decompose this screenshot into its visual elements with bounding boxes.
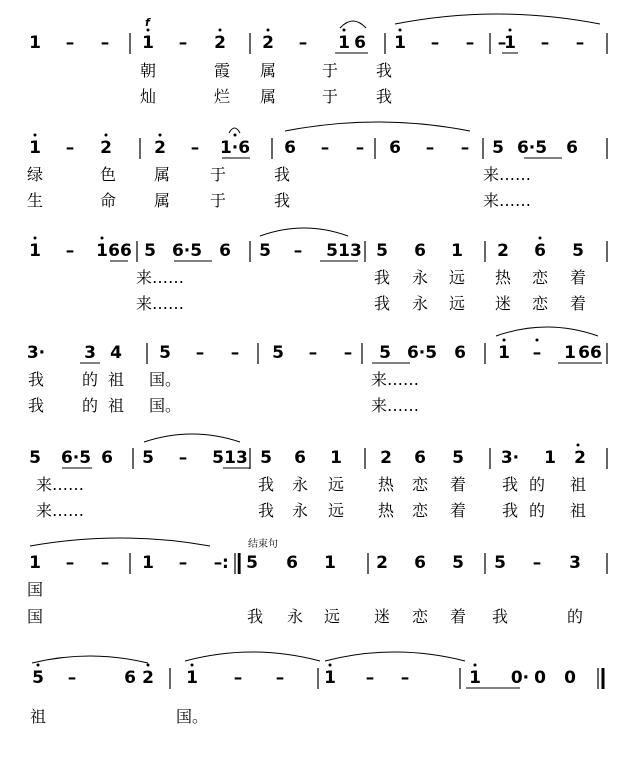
tie-arc	[185, 652, 320, 661]
lyric-verse-2: 于	[209, 191, 227, 210]
note-symbol: 6	[124, 668, 136, 688]
note-symbol: –	[430, 33, 440, 53]
lyric-verse-1: 于	[321, 61, 339, 80]
lyric-verse-2: 祖	[107, 396, 125, 415]
octave-dot-high	[399, 29, 402, 32]
lyric-verse-1: 朝	[139, 61, 157, 80]
lyric-verse-2: 我	[273, 191, 291, 210]
note-symbol: 6	[101, 448, 113, 468]
lyric-verse-1: 祖	[29, 707, 47, 726]
octave-dot-high	[536, 339, 539, 342]
lyric-verse-2: 我	[491, 607, 509, 626]
note-symbol: –	[532, 553, 542, 573]
note-symbol: –	[497, 33, 507, 53]
note-symbol: –	[178, 553, 188, 573]
note-symbol: 5	[376, 241, 388, 261]
note-symbol: 1	[96, 241, 108, 261]
lyric-verse-1: 色	[99, 165, 117, 184]
note-symbol: 2	[100, 138, 112, 158]
note-symbol: 2	[214, 33, 226, 53]
lyric-verse-1: 远	[448, 268, 466, 287]
octave-dot-high	[329, 664, 332, 667]
note-symbol: –	[178, 33, 188, 53]
slur-arc	[340, 21, 366, 28]
lyric-verse-2: 生	[26, 191, 44, 210]
note-symbol: 5	[246, 553, 258, 573]
octave-dot-high	[37, 664, 40, 667]
slur-arc	[144, 434, 240, 442]
note-symbol: 6	[566, 138, 578, 158]
lyric-verse-2: 我	[246, 607, 264, 626]
lyric-verse-1: 祖	[569, 475, 587, 494]
note-symbol: –	[365, 668, 375, 688]
note-symbol: –	[195, 343, 205, 363]
note-symbol: 4	[110, 343, 122, 363]
note-symbol: 6	[354, 33, 366, 53]
note-symbol: 1	[544, 448, 556, 468]
lyric-verse-1: 的	[528, 475, 546, 494]
note-symbol: –	[532, 343, 542, 363]
note-symbol: 1	[394, 33, 406, 53]
lyric-verse-1: 霞	[213, 61, 231, 80]
lyric-verse-2: 我	[257, 501, 275, 520]
lyric-verse-2: 属	[259, 87, 277, 106]
lyric-verse-2: 迷	[373, 607, 391, 626]
octave-dot-high	[577, 444, 580, 447]
note-symbol: 2	[262, 33, 274, 53]
lyric-verse-2: 我	[27, 396, 45, 415]
note-symbol: 6	[389, 138, 401, 158]
note-symbol: 1	[324, 668, 336, 688]
note-symbol: 5	[32, 668, 44, 688]
octave-dot-high	[219, 29, 222, 32]
lyric-verse-2: 国	[26, 607, 44, 626]
note-symbol: –	[65, 33, 75, 53]
note-symbol: –	[65, 138, 75, 158]
lyric-verse-1: 祖	[107, 370, 125, 389]
note-symbol: 1	[142, 33, 154, 53]
repeat-sign-dots: :	[222, 553, 229, 573]
lyric-verse-1: 我	[27, 370, 45, 389]
note-symbol: 6	[414, 553, 426, 573]
tie-arc	[395, 14, 600, 24]
tie-arc	[30, 538, 210, 546]
note-symbol: –	[100, 553, 110, 573]
note-symbol: 1	[498, 343, 510, 363]
note-symbol: 1	[324, 553, 336, 573]
note-symbol: 6	[286, 553, 298, 573]
note-symbol: 5	[29, 448, 41, 468]
note-symbol: 1	[29, 241, 41, 261]
lyric-verse-2: 永	[411, 294, 429, 313]
note-symbol: 1	[142, 553, 154, 573]
octave-dot-high	[147, 664, 150, 667]
lyric-verse-1: 永	[411, 268, 429, 287]
tie-arc	[285, 122, 470, 131]
lyric-verse-1: 我	[373, 268, 391, 287]
coda-label: 结束句	[248, 539, 278, 550]
lyric-verse-1: 的	[81, 370, 99, 389]
note-symbol: 1	[29, 33, 41, 53]
note-symbol: 2	[376, 553, 388, 573]
note-symbol: 5	[494, 553, 506, 573]
lyric-verse-1: 国。	[175, 707, 209, 726]
note-symbol: 6	[454, 343, 466, 363]
note-symbol: –	[190, 138, 200, 158]
note-symbol: 3	[84, 343, 96, 363]
lyric-verse-1: 恋	[411, 475, 429, 494]
note-symbol: 1	[338, 33, 350, 53]
note-symbol: –	[293, 241, 303, 261]
lyric-verse-2: 我	[373, 294, 391, 313]
note-symbol: –	[400, 668, 410, 688]
lyric-verse-1: 来……	[135, 268, 185, 287]
lyric-verse-2: 来……	[135, 294, 185, 313]
lyric-verse-2: 于	[321, 87, 339, 106]
octave-dot-high	[539, 237, 542, 240]
note-symbol: 3·	[500, 448, 520, 468]
dynamic-mark-forte: f	[145, 16, 150, 29]
note-symbol: –	[343, 343, 353, 363]
lyric-verse-2: 远	[448, 294, 466, 313]
note-symbol: 1	[451, 241, 463, 261]
note-symbol: 5	[159, 343, 171, 363]
lyric-verse-1: 我	[273, 165, 291, 184]
note-symbol: –	[298, 33, 308, 53]
note-symbol: 5	[326, 241, 338, 261]
note-symbol: 3·	[26, 343, 46, 363]
lyric-verse-2: 着	[569, 294, 587, 313]
lyric-verse-2: 的	[81, 396, 99, 415]
lyric-verse-1: 着	[569, 268, 587, 287]
note-symbol: –	[275, 668, 285, 688]
lyric-verse-2: 灿	[139, 87, 157, 106]
note-symbol: –	[65, 241, 75, 261]
note-symbol: 2	[154, 138, 166, 158]
note-symbol: –	[65, 553, 75, 573]
octave-dot-high	[343, 29, 346, 32]
note-symbol: –	[67, 668, 77, 688]
tie-arc	[325, 652, 465, 661]
note-symbol: 6	[284, 138, 296, 158]
octave-dot-high	[509, 29, 512, 32]
note-symbol: 13	[338, 241, 362, 261]
lyric-verse-1: 热	[377, 475, 395, 494]
note-symbol: 1	[504, 33, 516, 53]
note-symbol: 6·5	[171, 241, 203, 261]
note-symbol: 5	[272, 343, 284, 363]
lyrics-layer	[27, 61, 586, 726]
lyric-verse-1: 国。	[148, 370, 182, 389]
note-symbol: 1	[29, 553, 41, 573]
lyric-verse-2: 的	[566, 607, 584, 626]
slur-arc	[229, 128, 240, 133]
lyric-verse-2: 国。	[148, 396, 182, 415]
note-symbol: –	[213, 553, 223, 573]
note-symbol: 5	[144, 241, 156, 261]
lyric-verse-1: 我	[501, 475, 519, 494]
note-symbol: 1	[29, 138, 41, 158]
lyric-verse-2: 永	[291, 501, 309, 520]
lyric-verse-2: 来……	[35, 501, 85, 520]
note-symbol: 13	[224, 448, 248, 468]
lyric-verse-1: 绿	[26, 165, 44, 184]
note-symbol: 3	[569, 553, 581, 573]
note-symbol: 5	[259, 241, 271, 261]
octave-dot-high	[101, 237, 104, 240]
lyric-verse-2: 着	[449, 501, 467, 520]
lyric-verse-2: 命	[99, 191, 117, 210]
lyric-verse-1: 来……	[482, 165, 532, 184]
note-symbol: 5	[212, 448, 224, 468]
lyric-verse-1: 永	[291, 475, 309, 494]
lyric-verse-1: 着	[449, 475, 467, 494]
note-symbol: 6	[294, 448, 306, 468]
octave-dot-high	[191, 664, 194, 667]
note-symbol: 5	[379, 343, 391, 363]
octave-dot-high	[234, 134, 237, 137]
note-symbol: 1	[564, 343, 576, 363]
octave-dot-high	[267, 29, 270, 32]
note-symbol: –	[540, 33, 550, 53]
note-symbol: 66	[108, 241, 132, 261]
note-symbol: 2	[497, 241, 509, 261]
note-symbol: –	[308, 343, 318, 363]
note-symbol: 66	[578, 343, 602, 363]
lyric-verse-2: 我	[501, 501, 519, 520]
lyric-verse-2: 恋	[531, 294, 549, 313]
octave-dot-high	[105, 134, 108, 137]
note-symbol: –	[233, 668, 243, 688]
lyric-verse-2: 远	[323, 607, 341, 626]
octave-dot-high	[474, 664, 477, 667]
lyric-verse-1: 于	[209, 165, 227, 184]
note-symbol: 5	[452, 553, 464, 573]
lyric-verse-1: 我	[375, 61, 393, 80]
slur-arc	[32, 656, 148, 663]
octave-dot-high	[503, 339, 506, 342]
note-symbol: 5	[572, 241, 584, 261]
lyric-verse-1: 恋	[531, 268, 549, 287]
lyric-verse-2: 恋	[411, 607, 429, 626]
note-symbol: 6	[414, 448, 426, 468]
lyric-verse-1: 国	[26, 580, 44, 599]
note-symbol: 6·5	[406, 343, 438, 363]
lyric-verse-2: 来……	[370, 396, 420, 415]
note-symbol: –	[355, 138, 365, 158]
octave-dot-high	[34, 237, 37, 240]
lyric-verse-1: 属	[259, 61, 277, 80]
note-symbol: –	[178, 448, 188, 468]
lyric-verse-2: 永	[286, 607, 304, 626]
lyric-verse-1: 热	[494, 268, 512, 287]
note-symbol: 1	[469, 668, 481, 688]
slur-arc	[496, 327, 598, 336]
octave-dot-high	[159, 134, 162, 137]
note-symbol: 6	[534, 241, 546, 261]
note-symbol: –	[465, 33, 475, 53]
note-symbol: 0	[534, 668, 546, 688]
note-symbol: 6·5	[516, 138, 548, 158]
note-symbol: –	[320, 138, 330, 158]
note-symbol: –	[425, 138, 435, 158]
lyric-verse-1: 远	[327, 475, 345, 494]
notation-layer	[27, 33, 602, 688]
lyric-verse-2: 祖	[569, 501, 587, 520]
lyric-verse-2: 着	[449, 607, 467, 626]
note-symbol: –	[100, 33, 110, 53]
lyric-verse-2: 烂	[213, 87, 231, 106]
lyric-verse-1: 来……	[35, 475, 85, 494]
note-symbol: 6	[414, 241, 426, 261]
note-symbol: 0·	[510, 668, 530, 688]
note-symbol: –	[230, 343, 240, 363]
note-symbol: 1	[186, 668, 198, 688]
note-symbol: 5	[142, 448, 154, 468]
lyric-verse-2: 远	[327, 501, 345, 520]
lyric-verse-2: 热	[377, 501, 395, 520]
note-symbol: 2	[142, 668, 154, 688]
note-symbol: 2	[380, 448, 392, 468]
lyric-verse-1: 来……	[370, 370, 420, 389]
note-symbol: 6	[219, 241, 231, 261]
note-symbol: 6·5	[60, 448, 92, 468]
note-symbol: 5	[260, 448, 272, 468]
lyric-verse-1: 属	[153, 165, 171, 184]
note-symbol: 5	[492, 138, 504, 158]
lyric-verse-2: 迷	[494, 294, 512, 313]
lyric-verse-2: 属	[153, 191, 171, 210]
note-symbol: 0	[564, 668, 576, 688]
note-symbol: –	[575, 33, 585, 53]
note-symbol: 1	[330, 448, 342, 468]
lyric-verse-2: 来……	[482, 191, 532, 210]
octave-dot-high	[34, 134, 37, 137]
note-symbol: –	[460, 138, 470, 158]
slur-arc	[260, 228, 348, 236]
note-symbol: 1·6	[219, 138, 251, 158]
lyric-verse-1: 我	[257, 475, 275, 494]
note-symbol: 5	[452, 448, 464, 468]
lyric-verse-2: 我	[375, 87, 393, 106]
lyric-verse-2: 的	[528, 501, 546, 520]
note-symbol: 2	[574, 448, 586, 468]
lyric-verse-2: 恋	[411, 501, 429, 520]
